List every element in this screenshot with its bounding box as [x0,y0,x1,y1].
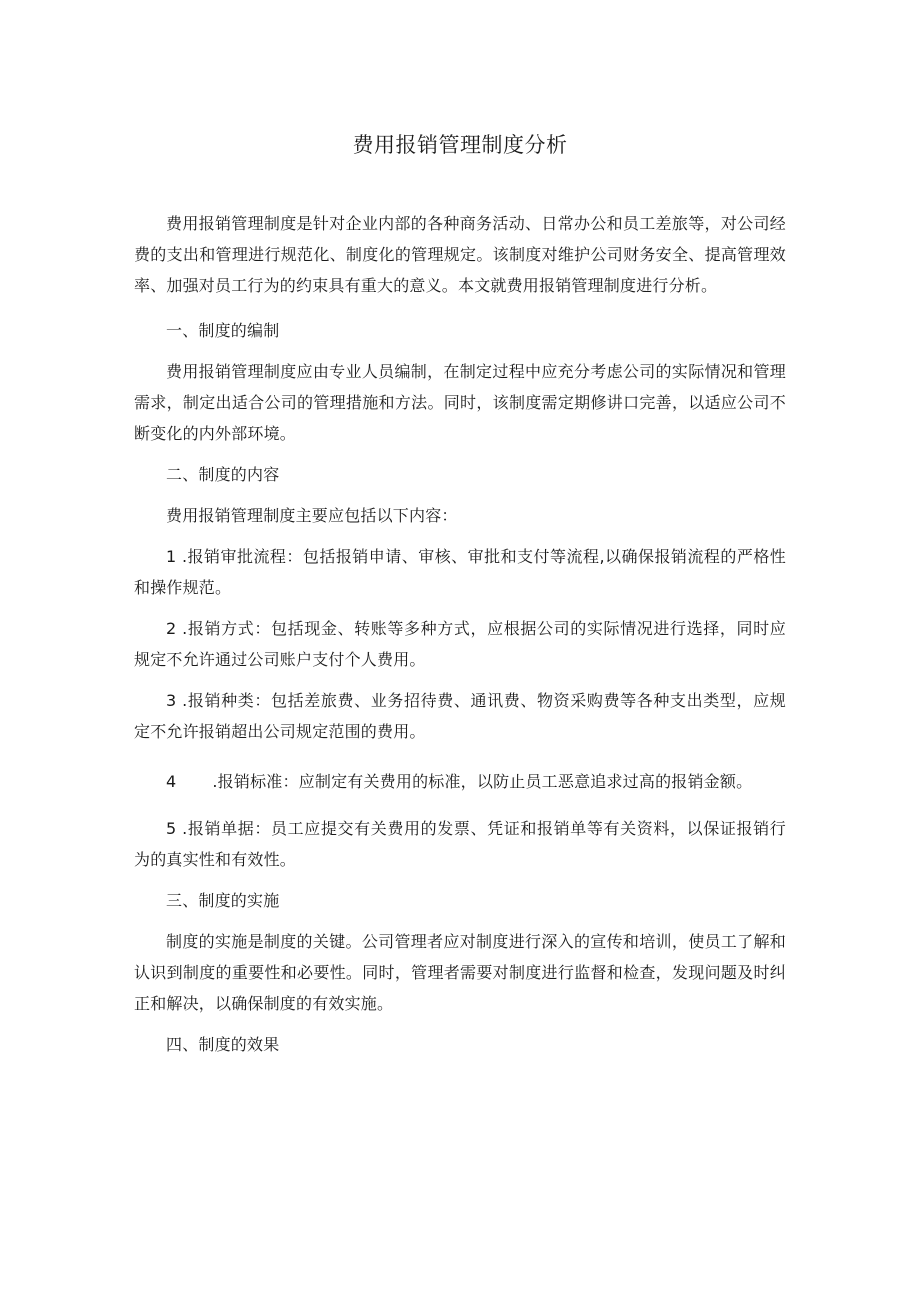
document-title: 费用报销管理制度分析 [352,133,568,157]
section-3-heading: 三、制度的实施 [166,891,280,910]
list-item-text: .报销标准：应制定有关费用的标准，以防止员工恶意追求过高的报销金额。 [212,772,753,791]
list-item-text: .报销单据：员工应提交有关费用的发票、凭证和报销单等有关资料，以保证报销行为的真实性和有效性。 [134,819,786,869]
list-item [134,541,786,603]
list-item-text: .报销种类：包括差旅费、业务招待费、通讯费、物资采购费等各种支出类型，应规定不允许报销超出公司规定范围的费用。 [134,691,786,741]
list-item-text: .报销方式：包括现金、转账等多种方式，应根据公司的实际情况进行选择，同时应规定不允许通过公司账户支付个人费用。 [134,619,786,669]
intro-paragraph: 费用报销管理制度是针对企业内部的各种商务活动、日常办公和员工差旅等，对公司经费的支出和管理进行规范化、制度化的管理规定。该制度对维护公司财务安全、提高管理效率、加强对员工行为的约束具有重大的意义。本文就费用报销管理制度进行分析。 [134,214,786,295]
section-4-heading: 四、制度的效果 [166,1035,280,1054]
list-item [134,757,786,807]
list-item-number: 4 [166,772,177,791]
document-body [134,208,786,1070]
list-item [134,813,786,875]
section-3-body: 制度的实施是制度的关键。公司管理者应对制度进行深入的宣传和培训，使员工了解和认识到制度的重要性和必要性。同时，管理者需要对制度进行监督和检查，发现问题及时纠正和解决，以确保制度的有效实施。 [134,932,786,1013]
list-item-text: .报销审批流程：包括报销申请、审核、审批和支付等流程,以确保报销流程的严格性和操作规范。 [134,547,786,597]
list-item-number: 3 [166,691,177,710]
list-item [134,685,786,747]
list-item-number: 2 [166,619,177,638]
list-item [134,613,786,675]
list-item-number: 5 [166,819,177,838]
section-1-body: 费用报销管理制度应由专业人员编制，在制定过程中应充分考虑公司的实际情况和管理需求，制定出适合公司的管理措施和方法。同时，该制度需定期修讲口完善，以适应公司不断变化的内外部环境。 [134,362,786,443]
section-1-heading: 一、制度的编制 [166,321,280,340]
section-2-lead: 费用报销管理制度主要应包括以下内容： [166,506,458,525]
list-item-number: 1 [166,547,177,566]
section-2-heading: 二、制度的内容 [166,465,280,484]
